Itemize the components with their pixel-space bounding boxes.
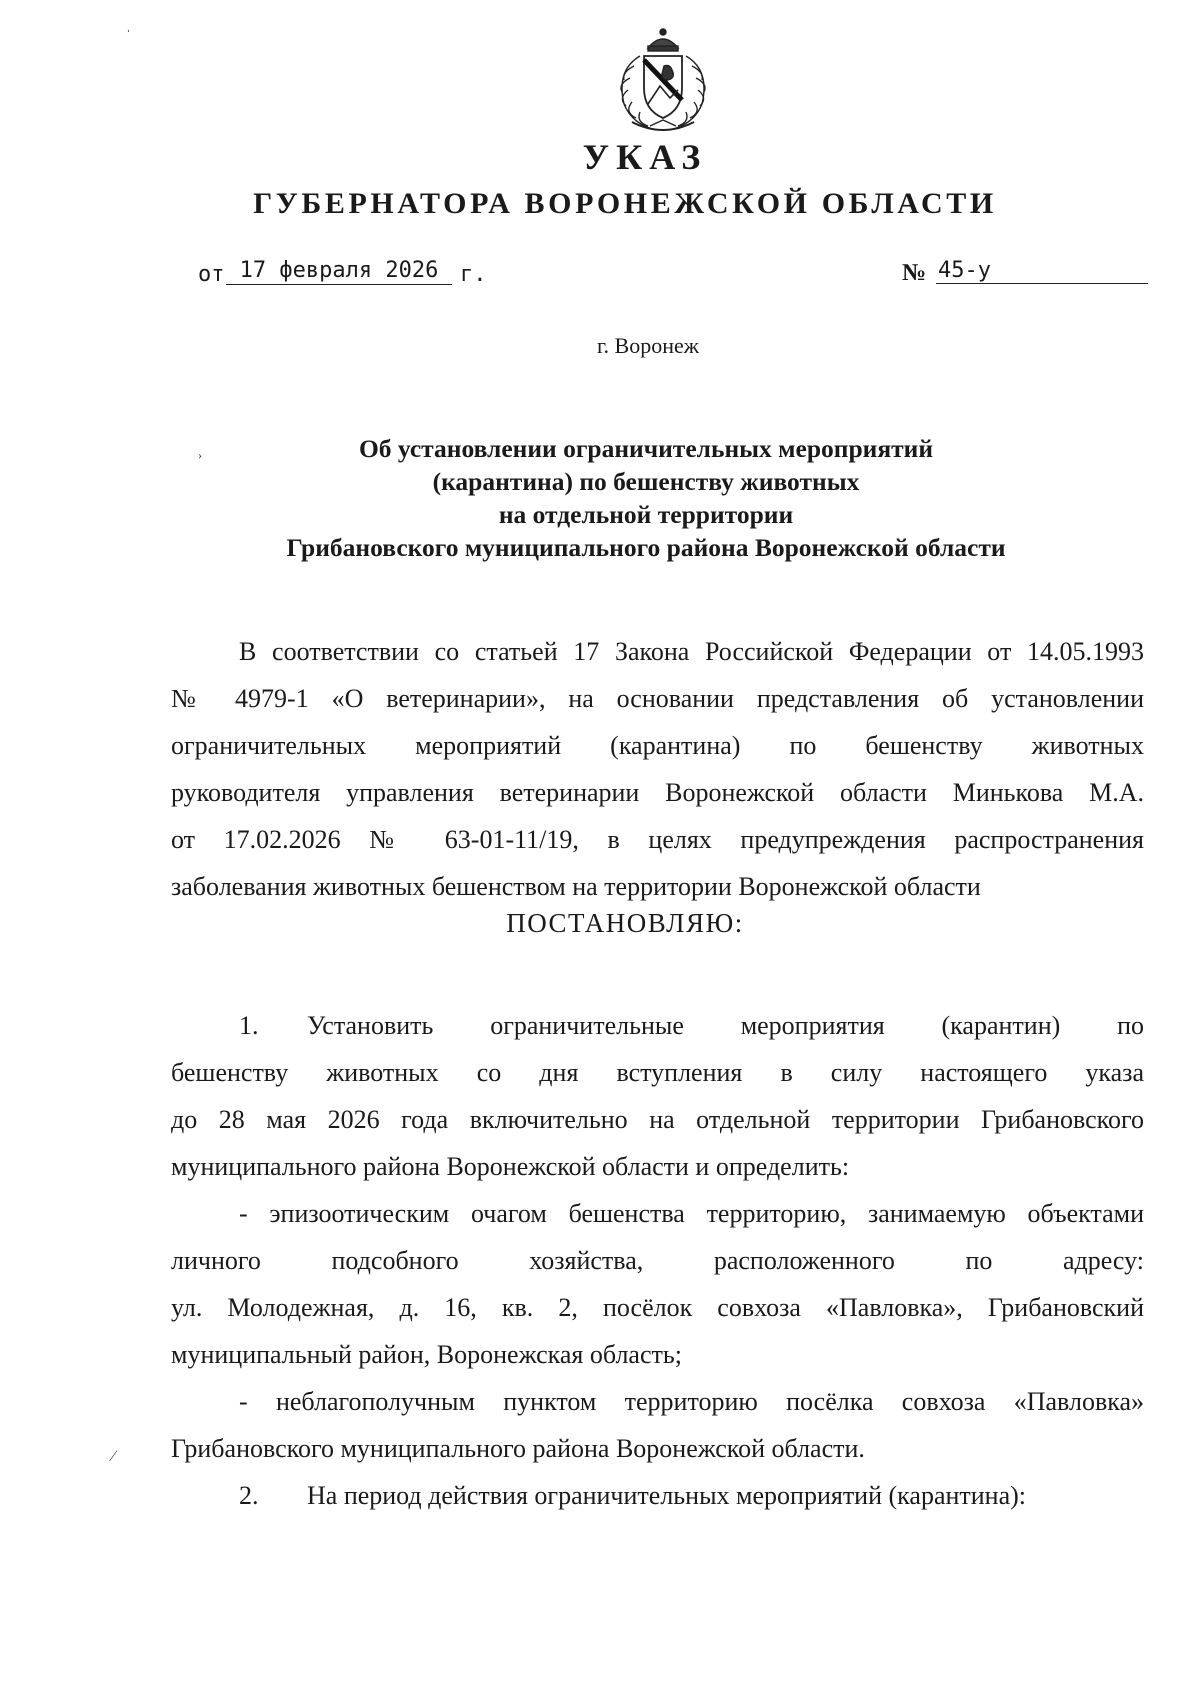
preamble-paragraph xyxy=(171,628,1144,910)
decree-title: УКАЗ xyxy=(582,137,708,177)
item-1-first-line: Установить ограничительные мероприятия (карантин) по xyxy=(307,1011,1144,1040)
date-suffix: г. xyxy=(460,262,487,287)
item-1-line: бешенству животных со дня вступления в силу настоящего указа xyxy=(171,1058,1144,1087)
heading-line: на отдельной территории xyxy=(498,500,794,529)
heading-line: Грибановского муниципального района Воронежской области xyxy=(286,533,1006,562)
heading-line: (карантина) по бешенству животных xyxy=(432,467,860,496)
resolve-word: ПОСТАНОВЛЯЮ: xyxy=(506,908,744,938)
margin-mark-mid: › xyxy=(198,448,202,462)
item-2-text: На период действия ограничительных мероприятий (карантина): xyxy=(307,1481,1027,1510)
preamble-line: В соответствии со статьей 17 Закона Российской Федерации от 14.05.1993 xyxy=(239,637,1144,666)
item-1-paragraph xyxy=(171,1002,1144,1519)
item-1-sub2-line: - неблагополучным пунктом территорию посёлка совхоза «Павловка» xyxy=(239,1387,1144,1416)
item-2-number: 2. xyxy=(239,1481,259,1510)
item-2-line xyxy=(171,1472,1144,1519)
date-value: 17 февраля 2026 xyxy=(226,258,452,285)
item-1-sub2-line: Грибановского муниципального района Воронежской области. xyxy=(171,1434,865,1463)
item-1-line: до 28 мая 2026 года включительно на отдельной территории Грибановского xyxy=(171,1105,1144,1134)
item-1-line: муниципального района Воронежской области и определить: xyxy=(171,1152,850,1181)
preamble-line: ограничительных мероприятий (карантина) по бешенству животных xyxy=(171,731,1144,760)
margin-mark-bottom: ⁄ xyxy=(112,1448,115,1465)
item-1-sub1-line: личного подсобного хозяйства, расположенного по адресу: xyxy=(171,1246,1144,1275)
date-number-row xyxy=(198,258,1148,294)
preamble-line: заболевания животных бешенством на территории Воронежской области xyxy=(171,872,981,901)
heading-line: Об установлении ограничительных мероприятий xyxy=(358,434,934,463)
coat-of-arms-emblem xyxy=(610,26,716,136)
decree-subtitle: ГУБЕРНАТОРА ВОРОНЕЖСКОЙ ОБЛАСТИ xyxy=(253,187,997,220)
preamble-line: руководителя управления ветеринарии Воронежской области Минькова М.А. xyxy=(171,778,1144,807)
item-1-line xyxy=(171,1002,1144,1049)
decree-heading xyxy=(0,432,1200,564)
item-1-sub1-line: муниципальный район, Воронежская область; xyxy=(171,1340,682,1369)
margin-mark-top: ˌ xyxy=(126,18,131,33)
date-prefix: от xyxy=(198,262,225,287)
item-1-number: 1. xyxy=(239,1011,259,1040)
item-1-sub1-line: - эпизоотическим очагом бешенства территорию, занимаемую объектами xyxy=(239,1199,1144,1228)
number-label: № xyxy=(902,260,927,286)
preamble-line: от 17.02.2026 № 63-01-11/19, в целях предупреждения распространения xyxy=(171,825,1144,854)
number-value: 45-у xyxy=(936,258,1148,284)
preamble-line: № 4979-1 «О ветеринарии», на основании представления об установлении xyxy=(171,684,1144,713)
item-1-sub1-line: ул. Молодежная, д. 16, кв. 2, посёлок совхоза «Павловка», Грибановский xyxy=(171,1293,1144,1322)
city-name: г. Воронеж xyxy=(597,333,699,358)
